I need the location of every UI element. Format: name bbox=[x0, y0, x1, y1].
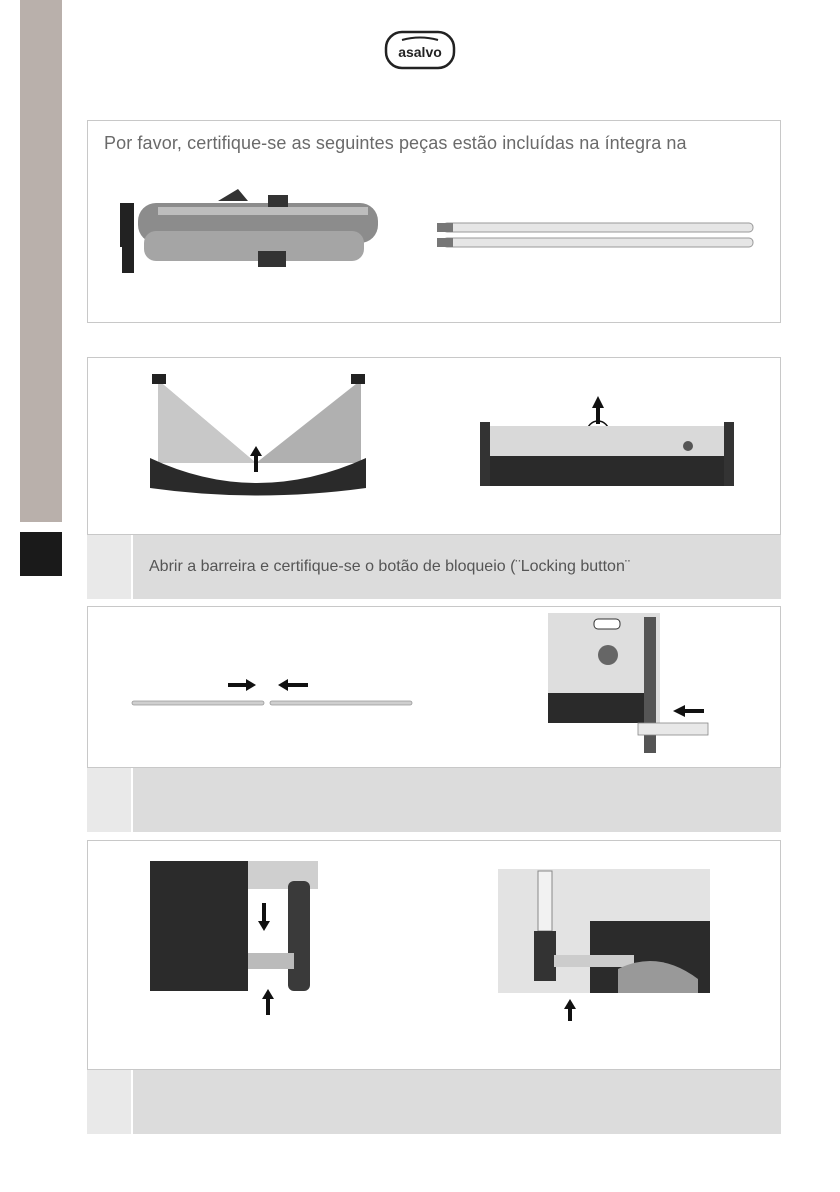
step-open-panel bbox=[87, 357, 781, 535]
parts-included-panel bbox=[87, 120, 781, 323]
parts-intro-text: Por favor, certifique-se as seguintes peças estão incluídas na íntegra na bbox=[104, 133, 687, 153]
bedrail-open-v-image bbox=[146, 368, 371, 498]
step-number-cell bbox=[87, 1070, 133, 1134]
support-tubes-image bbox=[433, 213, 758, 259]
step-number-cell bbox=[87, 768, 133, 832]
step-bar bbox=[87, 535, 781, 599]
step-bar bbox=[87, 768, 781, 832]
joint-lock-hand-image bbox=[498, 869, 713, 1021]
joint-lock-closeup-image bbox=[150, 855, 350, 1020]
folded-bedrail-image bbox=[108, 183, 383, 283]
step-insert-tube-panel bbox=[87, 606, 781, 768]
bedrail-locking-button-image bbox=[468, 386, 738, 496]
language-tab bbox=[20, 532, 62, 576]
side-color-strip bbox=[20, 0, 62, 522]
step-bar bbox=[87, 1070, 781, 1134]
svg-text:asalvo: asalvo bbox=[398, 44, 442, 60]
step-instruction: Abrir a barreira e certifique-se o botão de bloqueio (¨Locking button¨ bbox=[149, 558, 631, 575]
tube-join-image bbox=[128, 669, 418, 711]
step-number-cell bbox=[87, 535, 133, 599]
asalvo-logo bbox=[384, 30, 456, 70]
step-lock-panel bbox=[87, 840, 781, 1070]
tube-insert-closeup-image bbox=[548, 613, 748, 763]
